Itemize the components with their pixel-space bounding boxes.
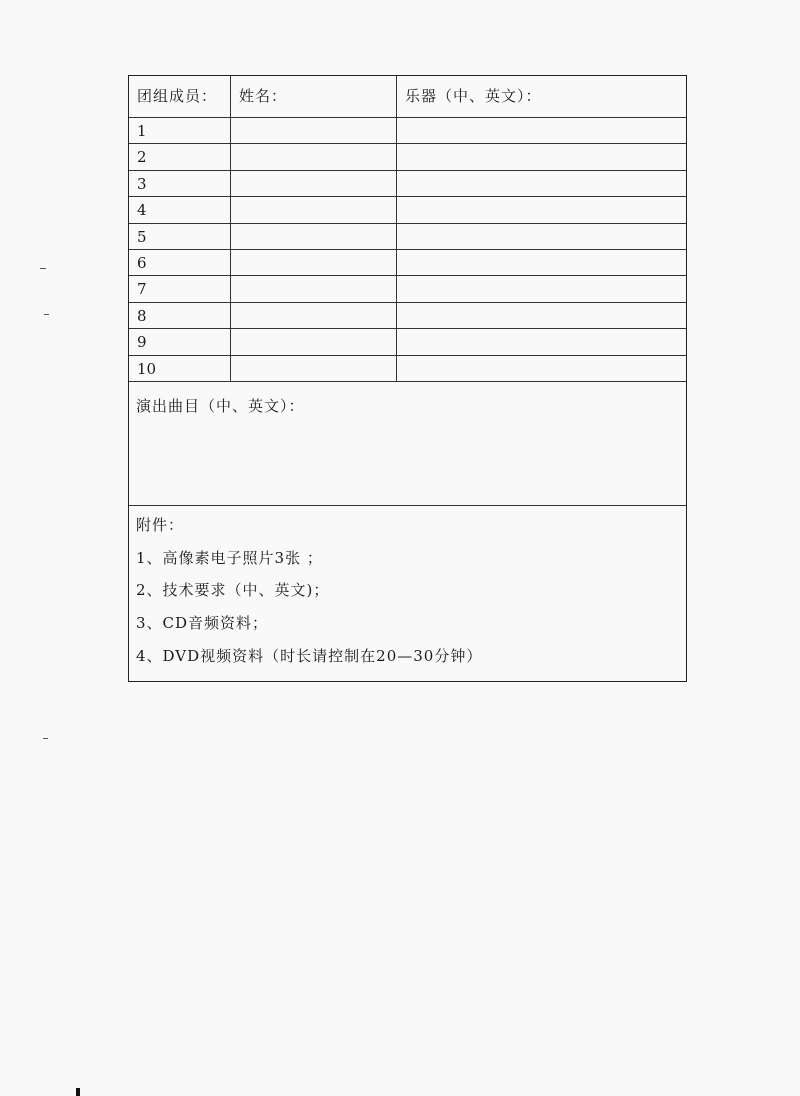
member-name-cell <box>231 303 397 328</box>
scan-mark <box>76 1088 80 1096</box>
scan-speck <box>40 268 46 269</box>
member-name-cell <box>231 171 397 196</box>
member-name-cell <box>231 250 397 275</box>
member-number: 6 <box>129 250 231 275</box>
member-instrument-cell <box>397 197 686 222</box>
member-row <box>129 303 686 329</box>
member-number: 5 <box>129 224 231 249</box>
member-number: 2 <box>129 144 231 169</box>
repertoire-section <box>129 382 686 506</box>
member-instrument-cell <box>397 171 686 196</box>
members-label: 团组成员： <box>129 76 231 117</box>
member-row <box>129 250 686 276</box>
member-row <box>129 356 686 382</box>
member-instrument-cell <box>397 329 686 354</box>
attachments-title: 附件： <box>136 516 185 534</box>
registration-form-table <box>128 75 687 682</box>
member-instrument-cell <box>397 224 686 249</box>
member-row <box>129 118 686 144</box>
member-name-cell <box>231 356 397 381</box>
member-instrument-cell <box>397 144 686 169</box>
member-row <box>129 276 686 302</box>
member-instrument-cell <box>397 276 686 301</box>
member-row <box>129 329 686 355</box>
member-number: 10 <box>129 356 231 381</box>
header-row <box>129 76 686 118</box>
attachment-item: 4、DVD视频资料（时长请控制在20—30分钟） <box>136 647 483 665</box>
attachments-section <box>129 506 686 681</box>
member-instrument-cell <box>397 356 686 381</box>
member-number: 4 <box>129 197 231 222</box>
member-row <box>129 197 686 223</box>
repertoire-label: 演出曲目（中、英文）： <box>136 397 305 415</box>
member-number: 1 <box>129 118 231 143</box>
member-name-cell <box>231 276 397 301</box>
member-name-cell <box>231 118 397 143</box>
member-instrument-cell <box>397 250 686 275</box>
member-name-cell <box>231 329 397 354</box>
name-label: 姓名： <box>231 76 397 117</box>
attachment-item: 2、技术要求（中、英文)； <box>136 581 330 599</box>
member-number: 8 <box>129 303 231 328</box>
member-instrument-cell <box>397 118 686 143</box>
attachment-item: 1、高像素电子照片3张 ； <box>136 549 323 567</box>
member-instrument-cell <box>397 303 686 328</box>
member-number: 7 <box>129 276 231 301</box>
scan-speck <box>44 314 49 315</box>
member-row <box>129 171 686 197</box>
attachment-item: 3、CD音频资料； <box>136 614 269 632</box>
member-name-cell <box>231 224 397 249</box>
member-name-cell <box>231 197 397 222</box>
member-row <box>129 224 686 250</box>
member-number: 3 <box>129 171 231 196</box>
member-name-cell <box>231 144 397 169</box>
member-number: 9 <box>129 329 231 354</box>
member-row <box>129 144 686 170</box>
scan-speck <box>43 738 48 739</box>
instrument-label: 乐器（中、英文）： <box>405 87 542 105</box>
